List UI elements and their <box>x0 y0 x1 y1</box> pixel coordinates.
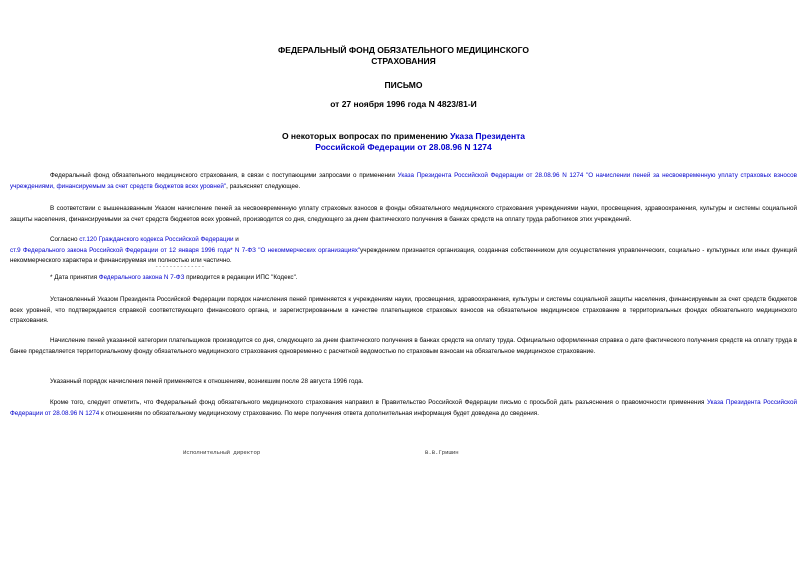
subject-link-decree[interactable]: Указа Президента <box>450 131 526 141</box>
org-name-line1: ФЕДЕРАЛЬНЫЙ ФОНД ОБЯЗАТЕЛЬНОГО МЕДИЦИНСКОГО <box>278 45 529 55</box>
document-header <box>0 45 807 67</box>
federal-law-link[interactable]: ст.9 Федерального закона Российской Федерации от 12 января 1996 года* <box>10 246 233 254</box>
paragraph-4: Установленный Указом Президента Российской Федерации порядок начисления пеней применяется к учреждениям науки, просвещения, здравоохранения, культуры и системы социальной защиты населения, финансируемым за счет средств бюджетов всех уровней, что подтверждается справкой соответствующего финансового органа, и зарегистрированным в качестве плательщиков страховых взносов на обязательное медицинское страхование в территориальных фондах обязательного медицинского страхования. <box>10 296 797 324</box>
footnote-separator: -------------- <box>155 263 205 270</box>
footnote <box>10 273 797 284</box>
signature-name: В.В.Гришин <box>425 449 459 456</box>
footnote-text-a: * Дата принятия <box>50 274 99 281</box>
civil-code-link[interactable]: ст.120 Гражданского кодекса Российской Федерации <box>79 236 234 243</box>
subject-link-decree-date[interactable]: Российской Федерации от 28.08.96 N 1274 <box>315 142 492 152</box>
paragraph-1-text-b: , разъясняет следующее. <box>226 182 301 190</box>
paragraph-5: Начисление пеней указанной категории плательщиков производится со дня, следующего за днем фактического получения в банках средств на оплату труда. Официально оформленная справка о дате фактического получения средств на оплату труда в банке представляется территориальному фонду обязательного медицинского страхования одновременно с расчетной ведомостью по страховым взносам на обязательное медицинское страхование. <box>10 337 797 355</box>
footnote-text-b: приводится в редакции ИПС "Кодекс". <box>184 274 298 281</box>
paragraph-3 <box>10 235 797 267</box>
subject-prefix: О некоторых вопросах по применению <box>281 131 451 141</box>
paragraph-1-decree-link[interactable]: Указа Президента Российской Федерации от 28.08.96 N 1274 "О начислении пеней за несвоевременную уплату страховых взносов учреждениями, финансируемым за счет средств бюджетов всех уровней" <box>10 172 797 190</box>
signature-title: Исполнительный директор <box>183 449 261 456</box>
paragraph-3-text-b: и <box>233 236 239 243</box>
paragraph-7-text-b: к отношениям по обязательному медицинскому страхованию. По мере получения ответа дополнительная информация будет доведена до сведения. <box>99 409 539 417</box>
org-name-line2: СТРАХОВАНИЯ <box>371 56 436 66</box>
paragraph-7-text-a: Кроме того, следует отметить, что Федеральный фонд обязательного медицинского страхования направил в Правительство Российской Федерации письмо с просьбой дать разъяснения о правомочности применения <box>50 399 707 406</box>
doc-date-number: от 27 ноября 1996 года N 4823/81-И <box>330 99 477 109</box>
paragraph-3-text-a: Согласно <box>50 236 80 243</box>
paragraph-3-text-d: учреждением признается организация, созданная собственником для осуществления управленческих, социально - культурных или иных функций некоммерческого характера и финансируемая им полностью или частично. <box>10 246 798 264</box>
nonprofit-law-link[interactable]: N 7-ФЗ "О некоммерческих организациях" <box>234 246 361 254</box>
paragraph-2: В соответствии с вышеназванным Указом начисление пеней за несвоевременную уплату страховых взносов в фонды обязательного медицинского страхования учреждениями науки, просвещения, здравоохранения, культуры и системы социальной защиты населения, финансируемыми за счет средств бюджетов всех уровней, производится со дня, следующего за днем фактического получения в банках средств на оплату труда работников этих учреждений. <box>10 205 797 223</box>
paragraph-7-decree-link[interactable]: Указа Президента Российской Федерации от 28.08.96 N 1274 <box>10 399 797 417</box>
doc-subject <box>0 131 807 153</box>
footnote-law-link[interactable]: Федерального закона N 7-ФЗ <box>98 274 185 281</box>
paragraph-1-text-a: Федеральный фонд обязательного медицинского страхования, в связи с поступающими запросами о применении <box>50 172 398 179</box>
paragraph-6: Указанный порядок начисления пеней применяется к отношениям, возникшим после 28 августа 1996 года. <box>50 378 364 385</box>
doc-type: ПИСЬМО <box>384 80 423 90</box>
paragraph-7 <box>10 398 797 419</box>
paragraph-1 <box>10 171 797 192</box>
